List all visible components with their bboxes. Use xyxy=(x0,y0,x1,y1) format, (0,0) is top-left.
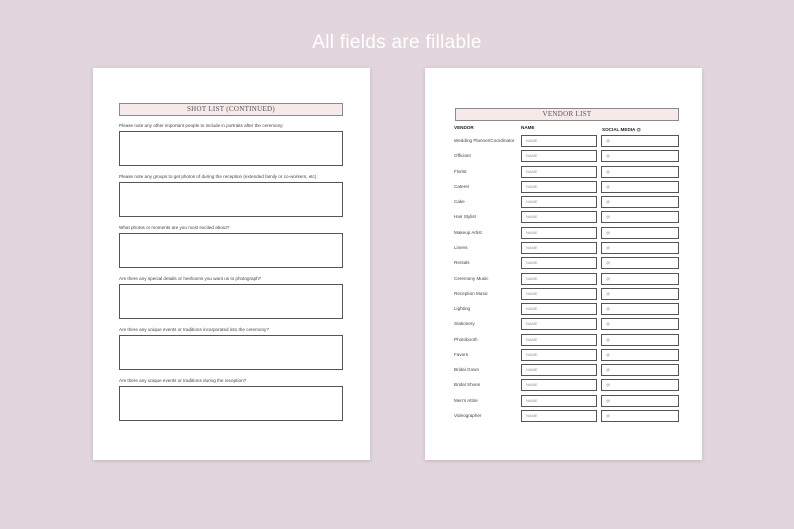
vendor-label: Lighting xyxy=(454,306,471,312)
vendor-label: Ceremony Music xyxy=(454,275,489,281)
vendor-name-field[interactable]: NAME xyxy=(521,242,597,254)
vendor-label: Linens xyxy=(454,244,468,250)
vendor-social-field[interactable]: @ xyxy=(601,257,679,269)
vendor-name-field[interactable]: NAME xyxy=(521,135,597,147)
question-label: Are there any unique events or traditions incorporated into the ceremony? xyxy=(119,327,269,332)
vendor-name-field[interactable]: NAME xyxy=(521,166,597,178)
vendor-name-field[interactable]: NAME xyxy=(521,410,597,422)
vendor-social-field[interactable]: @ xyxy=(601,334,679,346)
answer-field[interactable] xyxy=(119,182,343,217)
question-label: Are there any special details or heirlooms you want us to photograph? xyxy=(119,276,262,281)
vendor-social-field[interactable]: @ xyxy=(601,135,679,147)
vendor-label: Bridal Shoes xyxy=(454,382,481,388)
vendor-name-field[interactable]: NAME xyxy=(521,227,597,239)
column-header-vendor: VENDOR xyxy=(454,125,474,130)
vendor-label: Photobooth xyxy=(454,336,478,342)
vendor-social-field[interactable]: @ xyxy=(601,273,679,285)
answer-field[interactable] xyxy=(119,131,343,166)
vendor-label: Cake xyxy=(454,199,465,205)
question-label: What photos or moments are you most excited about? xyxy=(119,225,230,230)
vendor-name-field[interactable]: NAME xyxy=(521,349,597,361)
vendor-name-field[interactable]: NAME xyxy=(521,379,597,391)
vendor-name-field[interactable]: NAME xyxy=(521,211,597,223)
vendor-label: Rentals xyxy=(454,260,470,266)
vendor-label: Bridal Gown xyxy=(454,367,480,373)
vendor-social-field[interactable]: @ xyxy=(601,303,679,315)
shot-list-page xyxy=(93,68,370,460)
vendor-name-field[interactable]: NAME xyxy=(521,318,597,330)
vendor-name-field[interactable]: NAME xyxy=(521,150,597,162)
vendor-social-field[interactable]: @ xyxy=(601,227,679,239)
vendor-social-field[interactable]: @ xyxy=(601,379,679,391)
vendor-label: Caterer xyxy=(454,183,470,189)
vendor-label: Men's Attire xyxy=(454,397,478,403)
banner-title: All fields are fillable xyxy=(312,32,482,53)
vendor-social-field[interactable]: @ xyxy=(601,150,679,162)
vendor-social-field[interactable]: @ xyxy=(601,181,679,193)
column-header-name: NAME xyxy=(521,125,535,130)
vendor-name-field[interactable]: NAME xyxy=(521,395,597,407)
vendor-name-field[interactable]: NAME xyxy=(521,257,597,269)
vendor-list-page xyxy=(425,68,702,460)
answer-field[interactable] xyxy=(119,284,343,319)
vendor-name-field[interactable]: NAME xyxy=(521,364,597,376)
vendor-social-field[interactable]: @ xyxy=(601,288,679,300)
shot-list-header: SHOT LIST (CONTINUED) xyxy=(119,103,343,116)
answer-field[interactable] xyxy=(119,335,343,370)
vendor-list-header: VENDOR LIST xyxy=(455,108,679,121)
vendor-label: Hair Stylist xyxy=(454,214,476,220)
vendor-label: Wedding Planner/Coordinator xyxy=(454,138,515,143)
vendor-name-field[interactable]: NAME xyxy=(521,273,597,285)
vendor-social-field[interactable]: @ xyxy=(601,410,679,422)
vendor-social-field[interactable]: @ xyxy=(601,211,679,223)
vendor-label: Reception Music xyxy=(454,290,488,296)
vendor-label: Favors xyxy=(454,351,469,357)
question-label: Please note any other important people to include in portraits after the ceremony: xyxy=(119,123,284,128)
vendor-social-field[interactable]: @ xyxy=(601,395,679,407)
vendor-name-field[interactable]: NAME xyxy=(521,334,597,346)
question-label: Please note any groups to get photos of during the reception (extended family or co-workers, etc) xyxy=(119,174,317,179)
vendor-label: Florist xyxy=(454,168,467,174)
vendor-social-field[interactable]: @ xyxy=(601,242,679,254)
vendor-label: Officiant xyxy=(454,153,471,159)
vendor-social-field[interactable]: @ xyxy=(601,166,679,178)
vendor-label: Videographer xyxy=(454,413,482,419)
vendor-name-field[interactable]: NAME xyxy=(521,196,597,208)
vendor-label: Stationery xyxy=(454,321,475,327)
vendor-social-field[interactable]: @ xyxy=(601,364,679,376)
answer-field[interactable] xyxy=(119,386,343,421)
vendor-name-field[interactable]: NAME xyxy=(521,181,597,193)
vendor-social-field[interactable]: @ xyxy=(601,196,679,208)
vendor-name-field[interactable]: NAME xyxy=(521,288,597,300)
vendor-social-field[interactable]: @ xyxy=(601,318,679,330)
column-header-social: SOCIAL MEDIA @ xyxy=(602,127,641,132)
answer-field[interactable] xyxy=(119,233,343,268)
vendor-name-field[interactable]: NAME xyxy=(521,303,597,315)
vendor-social-field[interactable]: @ xyxy=(601,349,679,361)
question-label: Are there any unique events or traditions during the reception? xyxy=(119,378,247,383)
vendor-label: Makeup Artist xyxy=(454,229,482,235)
